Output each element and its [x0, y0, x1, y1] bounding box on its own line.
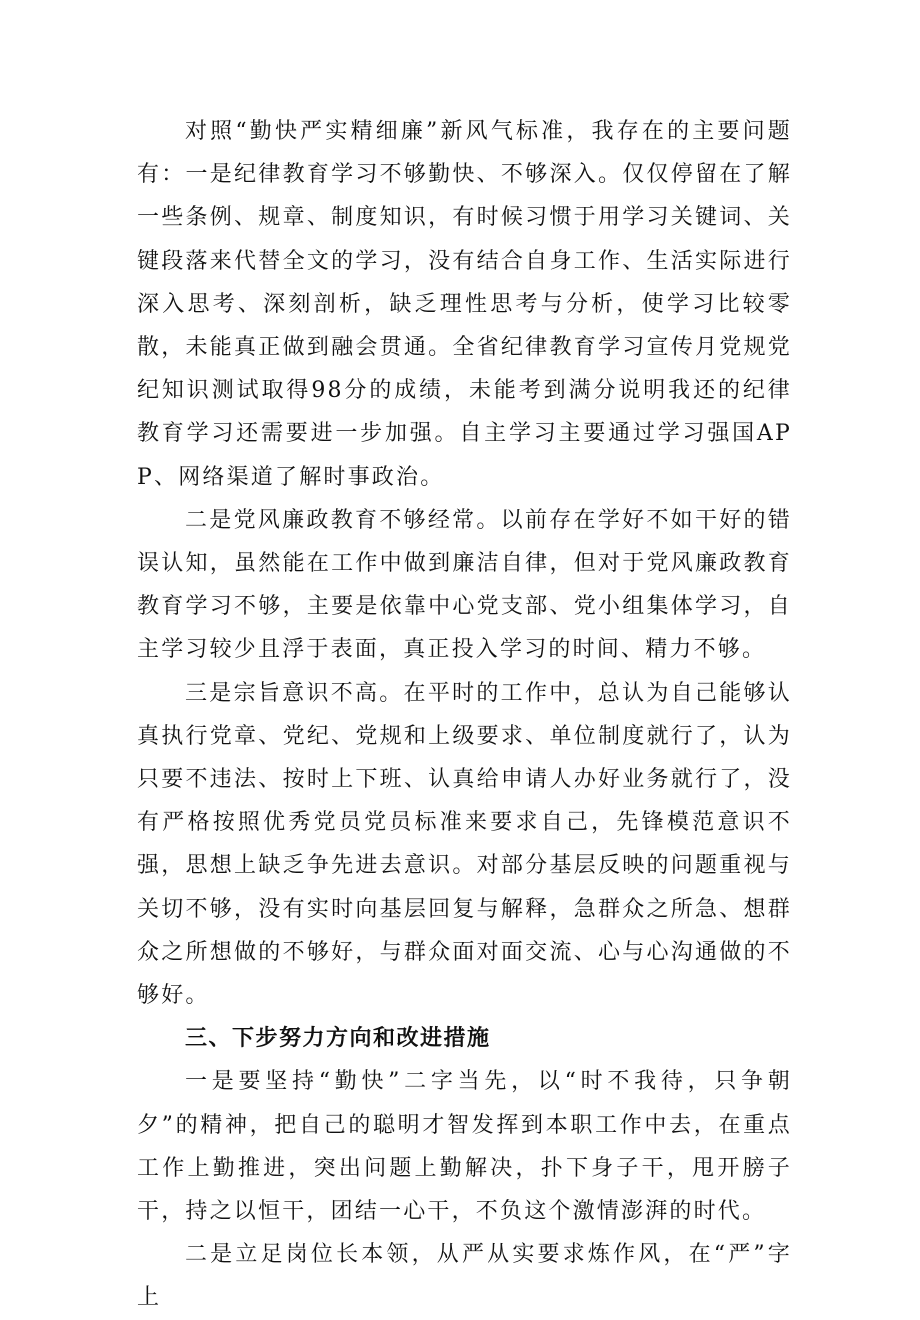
- paragraph-problems-intro: 对照“勤快严实精细廉”新风气标准，我存在的主要问题有：一是纪律教育学习不够勤快、不够深入。仅仅停留在了解一些条例、规章、制度知识，有时候习惯于用学习关键词、关键段落来代替全文的学习，没有结合自身工作、生活实际进行深入思考、深刻剖析，缺乏理性思考与分析，使学习比较零散，未能真正做到融会贯通。全省纪律教育学习宣传月党规党纪知识测试取得98分的成绩，未能考到满分说明我还的纪律教育学习还需要进一步加强。自主学习主要通过学习强国APP、网络渠道了解时事政治。: [137, 119, 792, 490]
- paragraph-purpose-awareness: 三是宗旨意识不高。在平时的工作中，总认为自己能够认真执行党章、党纪、党规和上级要求、单位制度就行了，认为只要不违法、按时上下班、认真给申请人办好业务就行了，没有严格按照优秀党员党员标准来要求自己，先锋模范意识不强，思想上缺乏争先进去意识。对部分基层反映的问题重视与关切不够，没有实时向基层回复与解释，急群众之所急、想群众之所想做的不够好，与群众面对面交流、心与心沟通做的不够好。: [137, 680, 792, 1009]
- paragraph-party-conduct: 二是党风廉政教育不够经常。以前存在学好不如干好的错误认知，虽然能在工作中做到廉洁自律，但对于党风廉政教育教育学习不够，主要是依靠中心党支部、党小组集体学习，自主学习较少且浮于表面，真正投入学习的时间、精力不够。: [137, 507, 792, 663]
- document-body: [137, 110, 792, 1320]
- section-heading-improvement: 三、下步努力方向和改进措施: [185, 1026, 491, 1052]
- paragraph-position-skills: 二是立足岗位长本领，从严从实要求炼作风，在“严”字上: [137, 1242, 792, 1311]
- paragraph-diligence: 一是要坚持“勤快”二字当先，以“时不我待，只争朝夕”的精神，把自己的聪明才智发挥到本职工作中去，在重点工作上勤推进，突出问题上勤解决，扑下身子干，甩开膀子干，持之以恒干，团结一心干，不负这个激情澎湃的时代。: [137, 1069, 792, 1225]
